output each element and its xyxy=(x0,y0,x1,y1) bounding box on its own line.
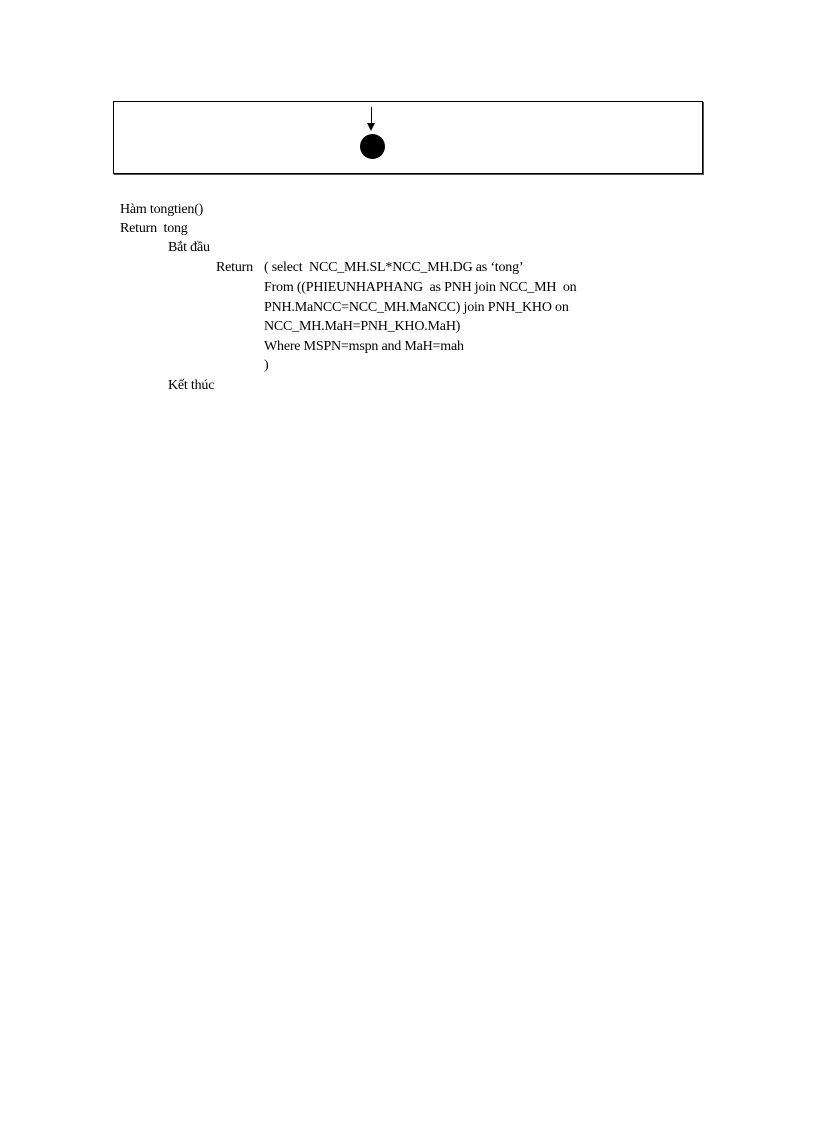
query-line-join: PNH.MaNCC=NCC_MH.MaNCC) join PNH_KHO on xyxy=(264,300,569,315)
query-line-from: From ((PHIEUNHAPHANG as PNH join NCC_MH on xyxy=(264,280,577,295)
query-line-close: ) xyxy=(264,358,269,373)
return-declaration: Return tong xyxy=(120,221,188,236)
down-arrow-icon xyxy=(367,123,375,131)
filled-circle-icon xyxy=(360,134,385,159)
return-keyword: Return xyxy=(216,260,253,275)
query-line-where: Where MSPN=mspn and MaH=mah xyxy=(264,339,464,354)
query-line-join-condition: NCC_MH.MaH=PNH_KHO.MaH) xyxy=(264,319,461,334)
activity-diagram-fragment xyxy=(113,101,703,174)
function-header: Hàm tongtien() xyxy=(120,202,204,217)
begin-keyword: Bắt đầu xyxy=(168,240,210,255)
end-keyword: Kết thúc xyxy=(168,378,215,393)
query-line-select: ( select NCC_MH.SL*NCC_MH.DG as ‘tong’ xyxy=(264,260,524,275)
